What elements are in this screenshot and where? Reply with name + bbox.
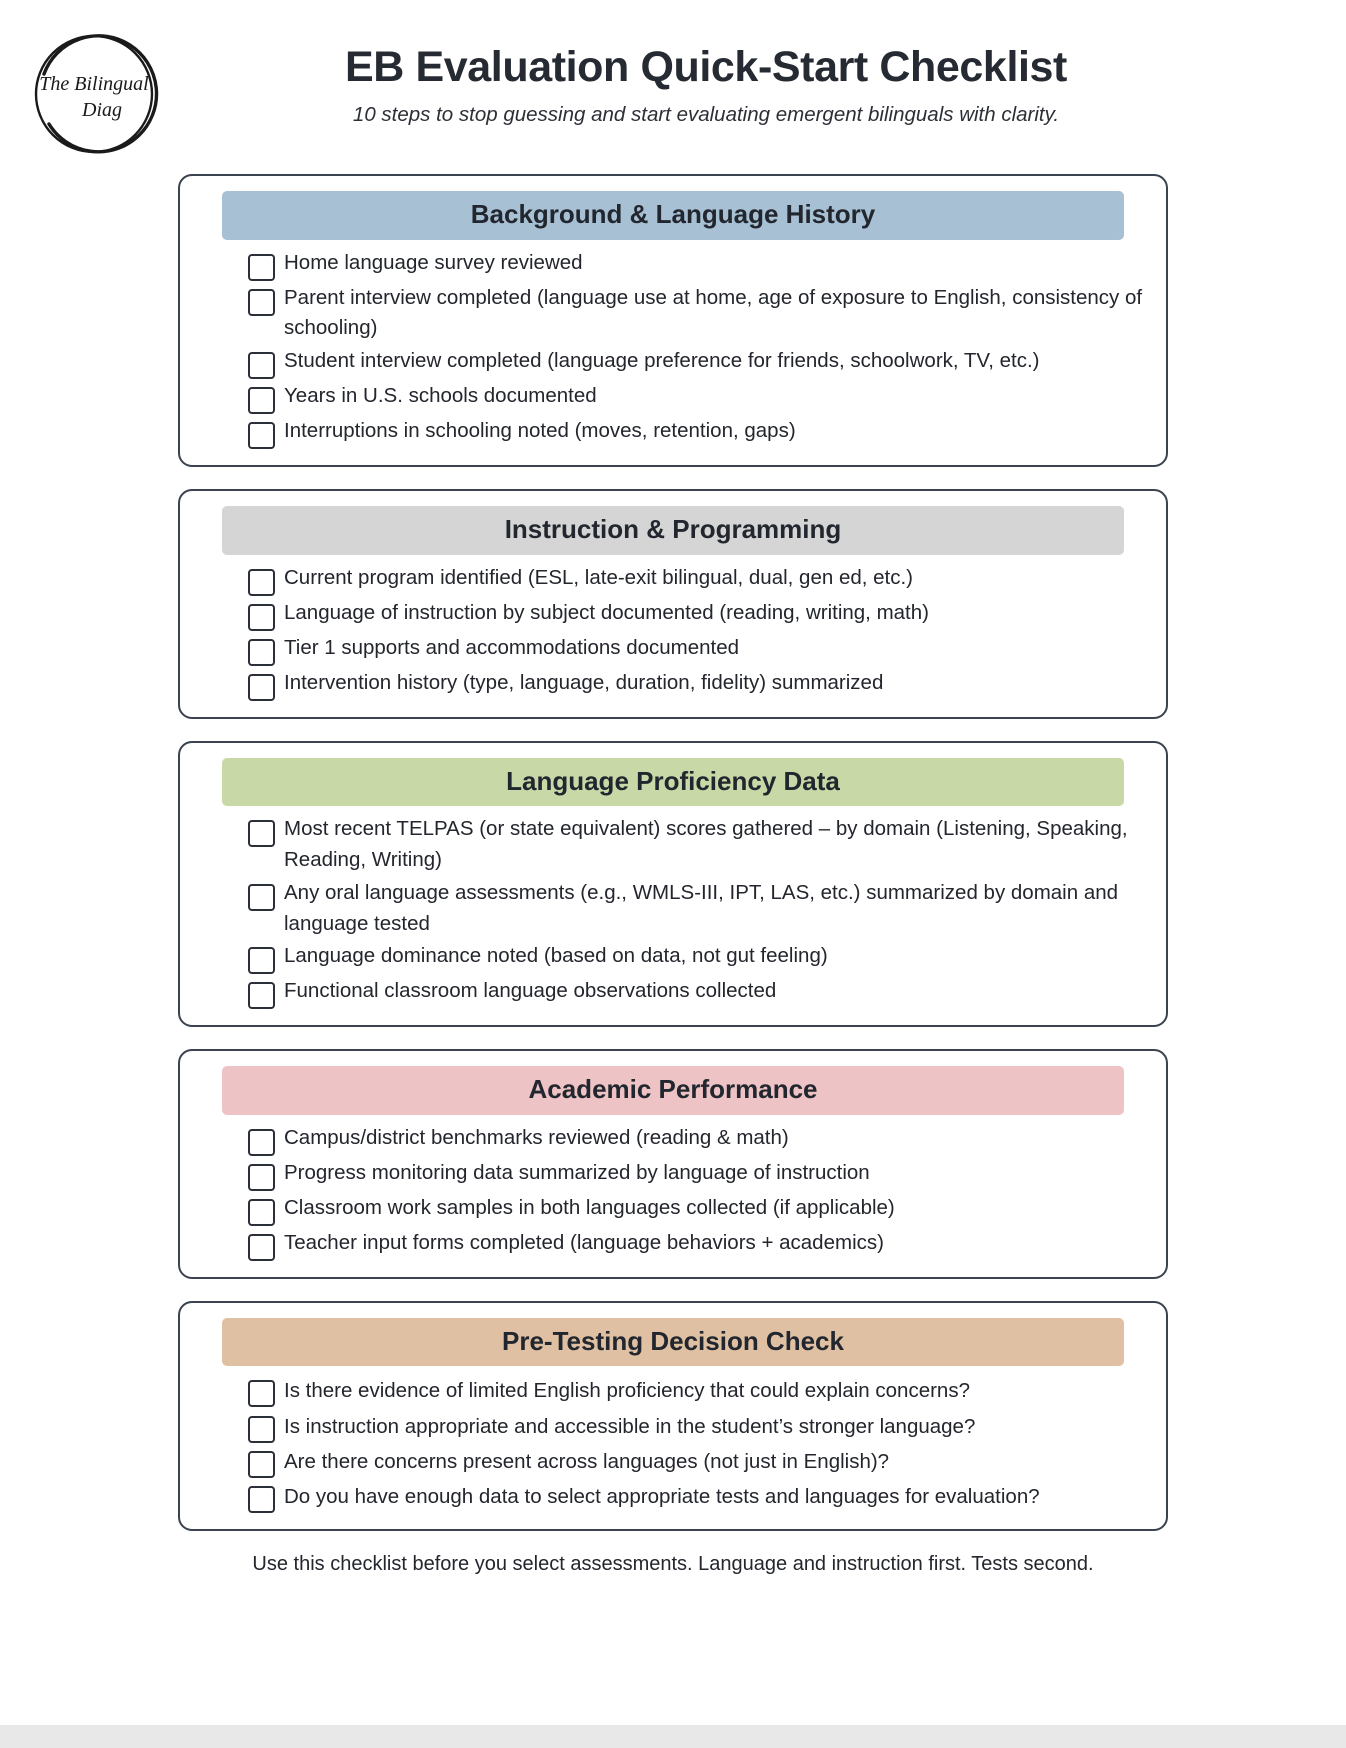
checklist-item[interactable] xyxy=(248,381,1146,414)
checklist-item-label: Intervention history (type, language, duration, fidelity) summarized xyxy=(284,670,884,694)
footer-note: Use this checklist before you select assessments. Language and instruction first. Tests second. xyxy=(252,1553,1094,1576)
checklist-items xyxy=(190,814,1156,1009)
checkbox-icon[interactable] xyxy=(248,604,275,631)
checklist-item[interactable] xyxy=(248,814,1146,876)
section-title: Language Proficiency Data xyxy=(222,758,1124,807)
svg-text:The Bilingual: The Bilingual xyxy=(39,73,149,95)
checklist-item[interactable] xyxy=(248,1158,1146,1191)
checklist-item-label: Campus/district benchmarks reviewed (reading & math) xyxy=(284,1125,789,1149)
checkbox-icon[interactable] xyxy=(248,1451,275,1478)
checklist-items xyxy=(190,248,1156,450)
sections-container xyxy=(178,174,1168,1531)
checklist-item-label: Are there concerns present across languages (not just in English)? xyxy=(284,1449,890,1473)
page-bottom-strip xyxy=(0,1725,1346,1748)
checklist-item-label: Is instruction appropriate and accessible in the student’s stronger language? xyxy=(284,1414,976,1438)
checklist-items xyxy=(190,1123,1156,1261)
section-card xyxy=(178,174,1168,467)
checklist-item[interactable] xyxy=(248,416,1146,449)
section-card xyxy=(178,489,1168,719)
checkbox-icon[interactable] xyxy=(248,254,275,281)
checklist-items xyxy=(190,563,1156,701)
checklist-item-label: Do you have enough data to select appropriate tests and languages for evaluation? xyxy=(284,1485,1040,1509)
checkbox-icon[interactable] xyxy=(248,1234,275,1261)
checklist-item[interactable] xyxy=(248,248,1146,281)
checkbox-icon[interactable] xyxy=(248,387,275,414)
checklist-item[interactable] xyxy=(248,668,1146,701)
checkbox-icon[interactable] xyxy=(248,982,275,1009)
page-subtitle: 10 steps to stop guessing and start evaluating emergent bilinguals with clarity. xyxy=(352,103,1060,127)
checkbox-icon[interactable] xyxy=(248,820,275,847)
checkbox-icon[interactable] xyxy=(248,1486,275,1513)
checklist-item[interactable] xyxy=(248,1410,1146,1443)
checkbox-icon[interactable] xyxy=(248,947,275,974)
checklist-item[interactable] xyxy=(248,1480,1146,1513)
checkbox-icon[interactable] xyxy=(248,639,275,666)
checklist-item[interactable] xyxy=(248,941,1146,974)
section-card xyxy=(178,1301,1168,1531)
document-header xyxy=(0,0,1346,162)
checkbox-icon[interactable] xyxy=(248,352,275,379)
checklist-item-label: Any oral language assessments (e.g., WMLS-III, IPT, LAS, etc.) summarized by domain and language tested xyxy=(284,880,1119,935)
checklist-item[interactable] xyxy=(248,1228,1146,1261)
checkbox-icon[interactable] xyxy=(248,1199,275,1226)
section-title: Academic Performance xyxy=(222,1066,1124,1115)
checklist-item[interactable] xyxy=(248,1193,1146,1226)
checklist-item-label: Functional classroom language observations collected xyxy=(284,979,777,1003)
checklist-item[interactable] xyxy=(248,563,1146,596)
section-title: Instruction & Programming xyxy=(222,506,1124,555)
checklist-item[interactable] xyxy=(248,633,1146,666)
checklist-item-label: Home language survey reviewed xyxy=(284,250,583,274)
checklist-item-label: Current program identified (ESL, late-exit bilingual, dual, gen ed, etc.) xyxy=(284,565,914,589)
checklist-item-label: Is there evidence of limited English proficiency that could explain concerns? xyxy=(284,1379,970,1403)
checklist-item[interactable] xyxy=(248,976,1146,1009)
checklist-item[interactable] xyxy=(248,1374,1146,1407)
checklist-item[interactable] xyxy=(248,1445,1146,1478)
section-title: Background & Language History xyxy=(222,191,1124,240)
checklist-item-label: Language of instruction by subject documented (reading, writing, math) xyxy=(284,600,929,624)
checklist-item-label: Teacher input forms completed (language behaviors + academics) xyxy=(284,1230,884,1254)
page-title: EB Evaluation Quick-Start Checklist xyxy=(345,43,1067,91)
checklist-item-label: Years in U.S. schools documented xyxy=(284,384,597,408)
checkbox-icon[interactable] xyxy=(248,1380,275,1407)
checkbox-icon[interactable] xyxy=(248,674,275,701)
checklist-item-label: Most recent TELPAS (or state equivalent) scores gathered – by domain (Listening, Speaking, Reading, Writing) xyxy=(284,817,1128,872)
checklist-item-label: Interruptions in schooling noted (moves, retention, gaps) xyxy=(284,419,796,443)
checklist-item[interactable] xyxy=(248,283,1146,345)
section-title: Pre-Testing Decision Check xyxy=(222,1318,1124,1367)
checklist-item-label: Parent interview completed (language use at home, age of exposure to English, consistency of schooling) xyxy=(284,285,1143,340)
section-card xyxy=(178,741,1168,1028)
checklist-item-label: Progress monitoring data summarized by language of instruction xyxy=(284,1160,870,1184)
checkbox-icon[interactable] xyxy=(248,1164,275,1191)
checklist-item-label: Student interview completed (language preference for friends, schoolwork, TV, etc.) xyxy=(284,349,1040,373)
checkbox-icon[interactable] xyxy=(248,1129,275,1156)
checklist-item[interactable] xyxy=(248,1123,1146,1156)
checkbox-icon[interactable] xyxy=(248,569,275,596)
section-card xyxy=(178,1049,1168,1279)
checklist-item[interactable] xyxy=(248,598,1146,631)
checklist-item-label: Tier 1 supports and accommodations documented xyxy=(284,635,740,659)
checklist-item-label: Language dominance noted (based on data, not gut feeling) xyxy=(284,944,828,968)
checkbox-icon[interactable] xyxy=(248,884,275,911)
checkbox-icon[interactable] xyxy=(248,422,275,449)
checklist-item-label: Classroom work samples in both languages collected (if applicable) xyxy=(284,1195,895,1219)
checkbox-icon[interactable] xyxy=(248,289,275,316)
checklist-items xyxy=(190,1374,1156,1513)
checklist-item[interactable] xyxy=(248,878,1146,940)
brand-logo xyxy=(18,28,170,160)
svg-text:Diag: Diag xyxy=(82,99,122,121)
checklist-item[interactable] xyxy=(248,346,1146,379)
checkbox-icon[interactable] xyxy=(248,1416,275,1443)
